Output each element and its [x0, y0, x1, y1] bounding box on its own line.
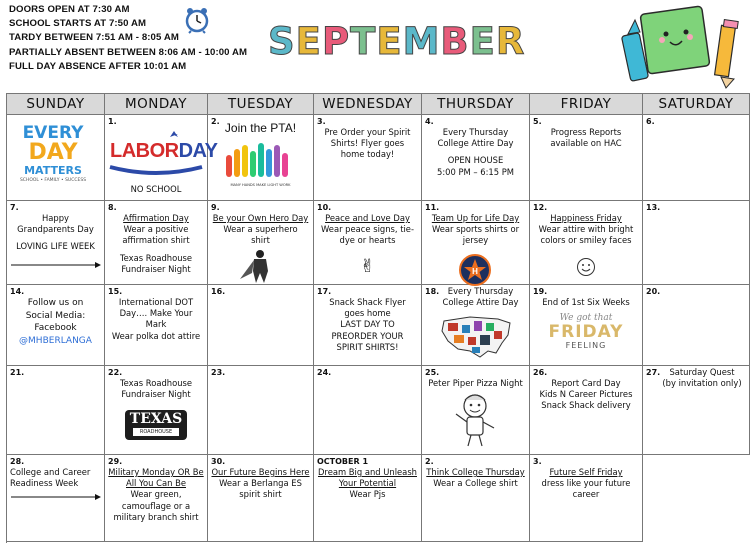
day-header: MONDAY	[105, 94, 208, 115]
day-header: TUESDAY	[208, 94, 314, 115]
day-cell	[7, 115, 105, 201]
notice-line: SCHOOL STARTS AT 7:50 AM	[9, 18, 147, 30]
astros-logo-icon	[458, 253, 492, 287]
title-letter: R	[495, 20, 526, 63]
day-number: 28.	[10, 457, 25, 466]
day-number: 18.	[425, 287, 440, 296]
title-letter: T	[350, 20, 377, 63]
event-text: Military Monday OR Be All You Can Be Wear green, camouflage or a military branch shirt	[108, 467, 204, 522]
day-number: 9.	[211, 203, 220, 212]
notice-line: DOORS OPEN AT 7:30 AM	[9, 4, 130, 15]
every-day-matters-logo: EVERY DAY MATTERS SCHOOL • FAMILY • SUCCESS	[19, 123, 87, 183]
day-header: WEDNESDAY	[314, 94, 422, 115]
svg-text:H: H	[472, 267, 478, 276]
event-text: Snack Shack Flyer goes home LAST DAY TO PREORDER YOUR SPIRIT SHIRTS!	[329, 297, 406, 352]
day-number: 25.	[425, 368, 440, 377]
day-cell	[208, 455, 314, 542]
event-text: End of 1st Six Weeks	[542, 297, 630, 307]
day-cell	[105, 455, 208, 542]
event-text: Future Self Friday dress like your future career	[541, 467, 631, 500]
event-text: Be your Own Hero Day Wear a superhero shirt	[212, 213, 309, 246]
day-cell	[105, 201, 208, 285]
arrow-right-icon	[11, 261, 101, 269]
school-notices	[9, 3, 247, 74]
day-number: 7.	[10, 203, 19, 212]
day-cell	[422, 285, 530, 366]
day-cell	[530, 201, 643, 285]
day-number: 17.	[317, 287, 332, 296]
day-number: 13.	[646, 203, 661, 212]
notice-line: PARTIALLY ABSENT BETWEEN 8:06 AM - 10:00 AM	[9, 46, 248, 58]
day-header: SATURDAY	[643, 94, 750, 115]
day-number: 11.	[425, 203, 440, 212]
day-cell	[530, 285, 643, 366]
day-number: 23.	[211, 368, 226, 377]
event-text: Texas Roadhouse Fundraiser Night	[119, 378, 193, 400]
day-number: 3.	[317, 117, 326, 126]
raised-hands-icon	[222, 141, 298, 181]
day-cell: 2. Join the PTA! MANY HANDS MAKE LIGHT WORK	[208, 115, 314, 201]
title-letter: E	[295, 20, 322, 63]
notice-line: TARDY BETWEEN 7:51 AM - 8:05 AM	[9, 32, 179, 44]
day-cell	[314, 201, 422, 285]
day-cell	[314, 366, 422, 455]
day-cell	[422, 115, 530, 201]
friday-feeling-art: We got that FRIDAY FEELING	[548, 313, 624, 350]
event-text: NO SCHOOL	[130, 184, 182, 194]
day-cell	[7, 455, 105, 542]
day-number: 8.	[108, 203, 117, 212]
event-text: Every Thursday College Attire Day	[442, 286, 519, 308]
day-number: 29.	[108, 457, 123, 466]
event-text: Peace and Love Day Wear peace signs, tie- dye or hearts	[321, 213, 414, 246]
texas-roadhouse-logo: TEXAS ROADHOUSE	[125, 410, 187, 440]
labor-day-logo: LABORDAY	[110, 127, 202, 177]
day-number: 3.	[533, 457, 542, 466]
day-number: 6.	[646, 117, 655, 126]
day-cell	[105, 115, 218, 201]
title-letter: E	[376, 20, 403, 63]
day-number: 1.	[108, 117, 117, 126]
day-number: OCTOBER 1	[317, 457, 369, 466]
day-cell	[105, 366, 208, 455]
usa-map-icon	[440, 313, 514, 361]
title-letter: S	[268, 20, 296, 63]
day-cell	[208, 285, 314, 366]
day-number: 26.	[533, 368, 548, 377]
event-text: College and Career Readiness Week	[10, 467, 91, 489]
day-number: 14.	[10, 287, 25, 296]
day-cell	[422, 201, 530, 285]
day-number: 12.	[533, 203, 548, 212]
day-number: 5.	[533, 117, 542, 126]
event-text: Happy Grandparents Day LOVING LIFE WEEK	[16, 213, 95, 252]
day-cell	[7, 285, 105, 366]
event-text: Dream Big and Unleash Your Potential Wear Pjs	[317, 467, 417, 500]
day-cell	[643, 115, 750, 201]
day-number: 30.	[211, 457, 226, 466]
day-number: 24.	[317, 368, 332, 377]
day-cell	[643, 366, 750, 455]
pizza-mascot-icon	[452, 390, 498, 448]
social-handle: @MHBERLANGA	[19, 335, 92, 346]
day-number: 2.	[211, 117, 220, 126]
day-cell	[422, 455, 530, 542]
day-cell	[422, 366, 530, 455]
day-cell	[7, 201, 105, 285]
school-supplies-icon	[626, 4, 744, 88]
day-number: 27.	[646, 368, 661, 377]
day-number: 2.	[425, 457, 434, 466]
day-number: 10.	[317, 203, 332, 212]
day-cell	[643, 455, 750, 542]
day-number: 16.	[211, 287, 226, 296]
event-text: Saturday Quest (by invitation only)	[662, 367, 742, 389]
peace-hand-icon: ✌	[359, 256, 376, 277]
event-text: Peter Piper Pizza Night	[428, 378, 523, 388]
title-letter: B	[440, 20, 470, 63]
event-text: Follow us on Social Media: Facebook @MHBERLANGA	[9, 297, 102, 347]
day-number: 15.	[108, 287, 123, 296]
event-text: Pre Order your Spirit Shirts! Flyer goes home today!	[324, 127, 411, 160]
day-cell	[208, 201, 314, 285]
event-text: Affirmation Day Wear a positive affirmation shirt Texas Roadhouse Fundraiser Night	[119, 213, 193, 274]
day-number: 22.	[108, 368, 123, 377]
event-text: Think College Thursday Wear a College shirt	[426, 467, 525, 489]
day-header: FRIDAY	[530, 94, 643, 115]
title-letter: M	[402, 20, 441, 63]
day-cell	[530, 366, 643, 455]
calendar-grid	[6, 93, 750, 543]
day-cell	[643, 201, 750, 285]
event-text: Join the PTA!	[224, 121, 297, 135]
day-cell	[314, 115, 422, 201]
day-cell	[530, 455, 643, 542]
title-letter: P	[321, 20, 351, 63]
day-cell	[7, 366, 105, 455]
day-cell	[314, 455, 422, 542]
day-cell	[105, 285, 208, 366]
title-letter: E	[469, 20, 496, 63]
day-cell	[643, 285, 750, 366]
alarm-clock-icon	[184, 6, 210, 34]
day-cell	[314, 285, 422, 366]
smiley-face-icon	[576, 257, 596, 277]
arrow-right-icon	[11, 493, 101, 501]
event-text: Team Up for Life Day Wear sports shirts or jersey	[431, 213, 520, 246]
day-number: 4.	[425, 117, 434, 126]
day-header: SUNDAY	[7, 94, 105, 115]
month-title	[268, 20, 525, 63]
calendar-header	[0, 0, 750, 92]
day-number: 20.	[646, 287, 661, 296]
day-cell	[530, 115, 643, 201]
notice-line: FULL DAY ABSENCE AFTER 10:01 AM	[9, 60, 187, 72]
day-header: THURSDAY	[422, 94, 530, 115]
event-text: Progress Reports available on HAC	[550, 127, 622, 149]
day-cell	[208, 366, 314, 455]
event-text: Our Future Begins Here Wear a Berlanga ES spirit shirt	[211, 467, 310, 500]
event-text: Every Thursday College Attire Day OPEN HOUSE 5:00 PM – 6:15 PM	[436, 127, 514, 177]
superhero-icon	[238, 249, 278, 283]
event-text: International DOT Day…. Make Your Mark Wear polka dot attire	[111, 297, 201, 341]
day-number: 21.	[10, 368, 25, 377]
event-text: Report Card Day Kids N Career Pictures Snack Shack delivery	[539, 378, 633, 411]
day-number: 19.	[533, 287, 548, 296]
event-text: Happiness Friday Wear attire with bright colors or smiley faces	[538, 213, 634, 246]
